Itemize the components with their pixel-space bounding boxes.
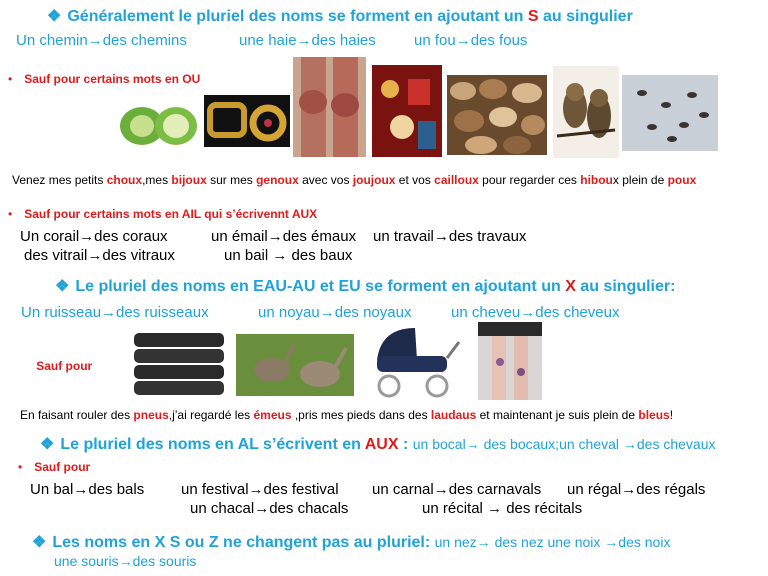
example-recital: un récital → des récitals	[422, 500, 583, 517]
example-bail: un bail → des baux	[224, 247, 353, 264]
highlighted-word: émeus	[253, 408, 292, 422]
highlighted-word: bleus	[638, 408, 670, 422]
example-vitrail: des vitrail→des vitraux	[24, 247, 175, 264]
pebbles-image	[447, 75, 547, 155]
bullet-icon: •	[18, 460, 23, 474]
example-carnal: un carnal→des carnavals	[372, 481, 542, 498]
sentence-ou	[12, 173, 696, 187]
bullet-icon: •	[8, 207, 13, 221]
legs-icon	[478, 322, 542, 400]
owl-icon	[553, 66, 619, 158]
example-corail: Un corail→des coraux	[20, 228, 168, 245]
example-email: un émail→des émaux	[211, 228, 357, 245]
diamond-bullet-icon: ❖	[55, 278, 70, 295]
example-chacal: un chacal→des chacals	[190, 500, 349, 517]
example-bocal-cheval: un bocal→ des bocaux;un cheval →des chevaux	[412, 436, 716, 452]
jewelry-icon	[204, 95, 290, 147]
example-chemin: Un chemin→des chemins	[16, 32, 187, 49]
lice-image	[622, 75, 718, 151]
diamond-bullet-icon: ❖	[32, 534, 47, 551]
tire-icon	[130, 327, 228, 397]
highlighted-word: joujoux	[352, 173, 396, 187]
sentence-eu	[20, 408, 673, 422]
highlighted-word: poux	[667, 173, 697, 187]
toys-icon	[372, 65, 442, 157]
highlighted-word: pneus	[133, 408, 169, 422]
example-souris: une souris→des souris	[54, 553, 197, 569]
example-ruisseau: Un ruisseau→des ruisseaux	[21, 304, 209, 321]
sentence-text: !	[669, 408, 674, 422]
highlighted-word: bijoux	[171, 173, 207, 187]
legs-image	[478, 322, 542, 400]
example-travail: un travail→des travaux	[373, 228, 527, 245]
highlighted-word: choux	[106, 173, 143, 187]
jewelry-image	[204, 95, 290, 147]
bullet-icon: •	[8, 72, 13, 86]
sentence-text: x plein de	[612, 173, 668, 187]
sentence-text: ,mes	[142, 173, 172, 187]
sentence-text: pour regarder ces	[478, 173, 581, 187]
pram-icon	[367, 320, 465, 398]
example-festival: un festival→des festival	[181, 481, 339, 498]
cabbage-image	[118, 96, 200, 148]
emus-image	[236, 334, 354, 396]
example-haie: une haie→des haies	[239, 32, 376, 49]
title-plural-x: ❖ Le pluriel des noms en EAU-AU et EU se forment en ajoutant un X au singulier:	[55, 278, 676, 295]
sentence-text: ,j’ai regardé les	[168, 408, 254, 422]
example-fou: un fou→des fous	[414, 32, 528, 49]
example-noyau: un noyau→des noyaux	[258, 304, 412, 321]
highlighted-word: genoux	[256, 173, 299, 187]
exception-ail-label: • Sauf pour certains mots en AIL qui s’écrivennt AUX	[8, 207, 318, 221]
diamond-bullet-icon: ❖	[40, 436, 55, 453]
sentence-text: ,pris mes pieds dans des	[291, 408, 431, 422]
highlighted-word: hibou	[580, 173, 613, 187]
exception-eu-label: Sauf pour	[36, 359, 93, 373]
knees-icon	[293, 57, 366, 157]
example-regal: un régal→des régals	[567, 481, 706, 498]
pram-image	[367, 320, 465, 398]
emu-icon	[236, 334, 354, 396]
example-bal: Un bal→des bals	[30, 481, 145, 498]
diamond-bullet-icon: ❖	[47, 8, 62, 25]
sentence-text: et maintenant je suis plein de	[476, 408, 639, 422]
title-plural-s: ❖ Généralement le pluriel des noms se forment en ajoutant un S au singulier	[47, 8, 633, 25]
toys-image	[372, 65, 442, 157]
sentence-text: Venez mes petits	[12, 173, 107, 187]
title-plural-xsz: ❖ Les noms en X S ou Z ne changent pas au pluriel: un nez→ des nez une noix →des noix	[32, 534, 671, 551]
knees-image	[293, 57, 366, 157]
pebbles-icon	[447, 75, 547, 155]
sentence-text: avec vos	[298, 173, 353, 187]
louse-icon	[622, 75, 718, 151]
example-cheveu: un cheveu→des cheveux	[451, 304, 620, 321]
highlighted-word: cailloux	[434, 173, 479, 187]
sentence-text: sur mes	[206, 173, 257, 187]
sentence-text: En faisant rouler des	[20, 408, 134, 422]
title-plural-al: ❖ Le pluriel des noms en AL s’écrivent en AUX : un bocal→ des bocaux;un cheval →des chevaux	[40, 436, 716, 453]
cabbage-icon	[118, 96, 200, 148]
highlighted-word: laudaus	[430, 408, 477, 422]
tires-image	[130, 327, 228, 397]
owls-image	[553, 66, 619, 158]
exception-ou-label: • Sauf pour certains mots en OU	[8, 72, 201, 86]
example-nez-noix: un nez→ des nez une noix →des noix	[434, 534, 671, 550]
sentence-text: et vos	[395, 173, 435, 187]
exception-al-label: • Sauf pour	[18, 460, 91, 474]
